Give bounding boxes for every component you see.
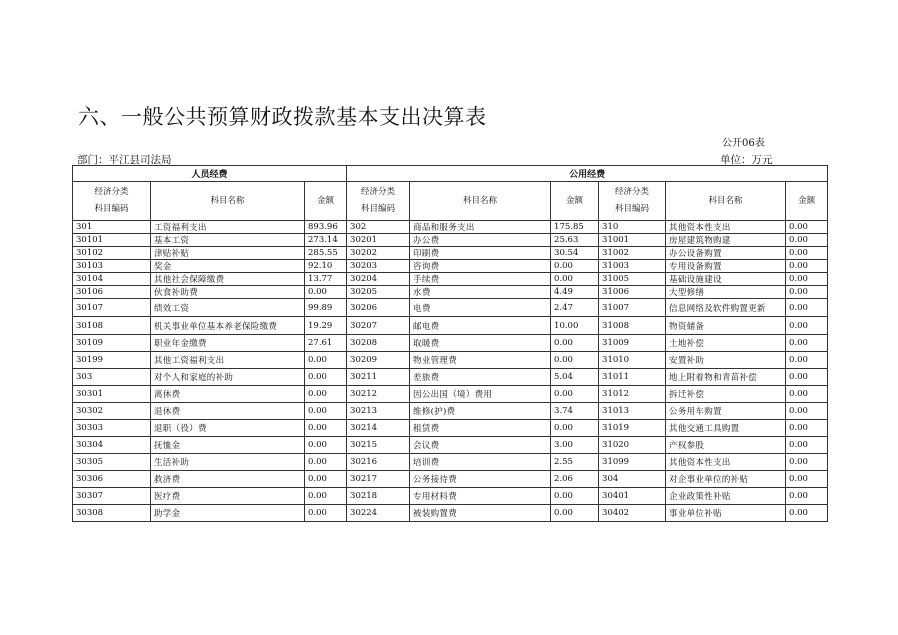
personnel-amount-cell: 285.55 (305, 247, 347, 260)
capital-name-cell: 产权参股 (666, 437, 786, 454)
public-amount-cell: 3.74 (551, 403, 599, 420)
personnel-code-cell: 30199 (73, 352, 151, 369)
capital-amount-cell: 0.00 (786, 403, 828, 420)
public-name-cell: 租赁费 (410, 420, 551, 437)
public-code-cell: 30215 (347, 437, 410, 454)
capital-name-cell: 土地补偿 (666, 335, 786, 352)
capital-name-cell: 企业政策性补贴 (666, 488, 786, 505)
public-code-cell: 30209 (347, 352, 410, 369)
public-code-cell: 30208 (347, 335, 410, 352)
table-row (73, 335, 828, 352)
personnel-code-cell: 30104 (73, 273, 151, 286)
table-row (73, 352, 828, 369)
department-label: 部门：平江县司法局 (77, 154, 172, 166)
public-amount-cell: 5.04 (551, 369, 599, 386)
personnel-name-cell: 机关事业单位基本养老保险缴费 (151, 317, 305, 335)
public-name-cell: 物业管理费 (410, 352, 551, 369)
public-amount-cell: 0.00 (551, 488, 599, 505)
public-amount-cell: 2.06 (551, 471, 599, 488)
public-name-cell: 因公出国（境）费用 (410, 386, 551, 403)
capital-code-cell: 31013 (599, 403, 666, 420)
table-row (73, 420, 828, 437)
public-name-cell: 水费 (410, 286, 551, 299)
public-code-cell: 302 (347, 221, 410, 234)
capital-code-cell: 31007 (599, 299, 666, 317)
table-row (73, 403, 828, 420)
capital-name-cell: 办公设备购置 (666, 247, 786, 260)
capital-code-cell: 30401 (599, 488, 666, 505)
personnel-name-cell: 离休费 (151, 386, 305, 403)
capital-name-cell: 公务用车购置 (666, 403, 786, 420)
public-name-cell: 取暖费 (410, 335, 551, 352)
capital-name-cell: 对企事业单位的补贴 (666, 471, 786, 488)
personnel-amount-cell: 273.14 (305, 234, 347, 247)
personnel-code-cell: 30306 (73, 471, 151, 488)
personnel-code-cell: 30101 (73, 234, 151, 247)
public-code-cell: 30218 (347, 488, 410, 505)
public-code-cell: 30207 (347, 317, 410, 335)
capital-name-cell: 安置补助 (666, 352, 786, 369)
public-amount-cell: 2.55 (551, 454, 599, 471)
public-amount-cell: 3.00 (551, 437, 599, 454)
capital-code-cell: 31008 (599, 317, 666, 335)
amount-header: 金额 (305, 182, 347, 221)
capital-code-cell: 30402 (599, 505, 666, 522)
personnel-name-cell: 奖金 (151, 260, 305, 273)
capital-name-cell: 基础设施建设 (666, 273, 786, 286)
personnel-group-header: 人员经费 (73, 166, 347, 182)
table-row (73, 299, 828, 317)
personnel-amount-cell: 99.89 (305, 299, 347, 317)
public-name-cell: 被装购置费 (410, 505, 551, 522)
public-amount-cell: 0.00 (551, 386, 599, 403)
public-amount-cell: 0.00 (551, 335, 599, 352)
capital-amount-cell: 0.00 (786, 273, 828, 286)
personnel-amount-cell: 0.00 (305, 471, 347, 488)
name-header: 科目名称 (666, 182, 786, 221)
personnel-code-cell: 30303 (73, 420, 151, 437)
personnel-code-cell: 30102 (73, 247, 151, 260)
public-code-cell: 30203 (347, 260, 410, 273)
public-code-cell: 30206 (347, 299, 410, 317)
personnel-amount-cell: 0.00 (305, 369, 347, 386)
code-header: 经济分类 科目编码 (347, 182, 410, 221)
personnel-name-cell: 伙食补助费 (151, 286, 305, 299)
personnel-name-cell: 职业年金缴费 (151, 335, 305, 352)
personnel-name-cell: 绩效工资 (151, 299, 305, 317)
public-amount-cell: 0.00 (551, 352, 599, 369)
personnel-name-cell: 其他工资福利支出 (151, 352, 305, 369)
public-amount-cell: 4.49 (551, 286, 599, 299)
personnel-amount-cell: 0.00 (305, 352, 347, 369)
capital-amount-cell: 0.00 (786, 352, 828, 369)
personnel-name-cell: 退休费 (151, 403, 305, 420)
public-name-cell: 邮电费 (410, 317, 551, 335)
capital-code-cell: 304 (599, 471, 666, 488)
amount-header: 金额 (551, 182, 599, 221)
capital-code-cell: 31011 (599, 369, 666, 386)
capital-name-cell: 大型修缮 (666, 286, 786, 299)
personnel-name-cell: 生活补助 (151, 454, 305, 471)
capital-code-cell: 31002 (599, 247, 666, 260)
public-code-cell: 30211 (347, 369, 410, 386)
personnel-code-cell: 30301 (73, 386, 151, 403)
capital-code-cell: 31099 (599, 454, 666, 471)
personnel-name-cell: 其他社会保障缴费 (151, 273, 305, 286)
name-header: 科目名称 (410, 182, 551, 221)
table-row (73, 234, 828, 247)
capital-amount-cell: 0.00 (786, 454, 828, 471)
public-name-cell: 专用材料费 (410, 488, 551, 505)
capital-name-cell: 其他交通工具购置 (666, 420, 786, 437)
table-row (73, 369, 828, 386)
table-row (73, 386, 828, 403)
capital-amount-cell: 0.00 (786, 386, 828, 403)
budget-table (72, 165, 828, 522)
capital-amount-cell: 0.00 (786, 437, 828, 454)
capital-amount-cell: 0.00 (786, 369, 828, 386)
capital-code-cell: 31019 (599, 420, 666, 437)
table-row (73, 260, 828, 273)
personnel-amount-cell: 0.00 (305, 386, 347, 403)
public-amount-cell: 25.63 (551, 234, 599, 247)
capital-amount-cell: 0.00 (786, 420, 828, 437)
public-name-cell: 会议费 (410, 437, 551, 454)
personnel-amount-cell: 0.00 (305, 286, 347, 299)
personnel-name-cell: 救济费 (151, 471, 305, 488)
personnel-name-cell: 医疗费 (151, 488, 305, 505)
capital-name-cell: 其他资本性支出 (666, 454, 786, 471)
personnel-name-cell: 抚恤金 (151, 437, 305, 454)
public-name-cell: 咨询费 (410, 260, 551, 273)
capital-amount-cell: 0.00 (786, 299, 828, 317)
public-code-cell: 30212 (347, 386, 410, 403)
table-row (73, 221, 828, 234)
capital-name-cell: 事业单位补贴 (666, 505, 786, 522)
personnel-name-cell: 助学金 (151, 505, 305, 522)
capital-code-cell: 31010 (599, 352, 666, 369)
public-code-cell: 30201 (347, 234, 410, 247)
personnel-amount-cell: 92.10 (305, 260, 347, 273)
capital-amount-cell: 0.00 (786, 247, 828, 260)
personnel-amount-cell: 893.96 (305, 221, 347, 234)
table-row (73, 505, 828, 522)
capital-amount-cell: 0.00 (786, 505, 828, 522)
unit-label: 单位：万元 (720, 154, 773, 166)
capital-amount-cell: 0.00 (786, 234, 828, 247)
capital-name-cell: 物资储备 (666, 317, 786, 335)
capital-name-cell: 地上附着物和青苗补偿 (666, 369, 786, 386)
public-amount-cell: 175.85 (551, 221, 599, 234)
capital-amount-cell: 0.00 (786, 286, 828, 299)
table-row (73, 273, 828, 286)
personnel-amount-cell: 19.29 (305, 317, 347, 335)
personnel-name-cell: 基本工资 (151, 234, 305, 247)
capital-amount-cell: 0.00 (786, 335, 828, 352)
personnel-code-cell: 30308 (73, 505, 151, 522)
code-header: 经济分类 科目编码 (73, 182, 151, 221)
personnel-code-cell: 30106 (73, 286, 151, 299)
table-row (73, 317, 828, 335)
capital-amount-cell: 0.00 (786, 317, 828, 335)
public-code-cell: 30224 (347, 505, 410, 522)
capital-code-cell: 31020 (599, 437, 666, 454)
table-row (73, 437, 828, 454)
capital-name-cell: 信息网络及软件购置更新 (666, 299, 786, 317)
capital-name-cell: 拆迁补偿 (666, 386, 786, 403)
personnel-name-cell: 津贴补贴 (151, 247, 305, 260)
capital-code-cell: 31012 (599, 386, 666, 403)
personnel-code-cell: 30304 (73, 437, 151, 454)
form-number: 公开06表 (722, 138, 765, 149)
personnel-code-cell: 303 (73, 369, 151, 386)
personnel-code-cell: 30107 (73, 299, 151, 317)
personnel-code-cell: 30108 (73, 317, 151, 335)
capital-code-cell: 31006 (599, 286, 666, 299)
personnel-code-cell: 30305 (73, 454, 151, 471)
public-amount-cell: 2.47 (551, 299, 599, 317)
amount-header: 金额 (786, 182, 828, 221)
capital-code-cell: 31009 (599, 335, 666, 352)
personnel-amount-cell: 13.77 (305, 273, 347, 286)
public-amount-cell: 0.00 (551, 260, 599, 273)
capital-code-cell: 31001 (599, 234, 666, 247)
public-code-cell: 30204 (347, 273, 410, 286)
personnel-amount-cell: 0.00 (305, 403, 347, 420)
personnel-code-cell: 30109 (73, 335, 151, 352)
table-row (73, 488, 828, 505)
capital-code-cell: 31005 (599, 273, 666, 286)
public-name-cell: 印刷费 (410, 247, 551, 260)
capital-code-cell: 310 (599, 221, 666, 234)
public-code-cell: 30216 (347, 454, 410, 471)
public-code-cell: 30202 (347, 247, 410, 260)
capital-code-cell: 31003 (599, 260, 666, 273)
public-name-cell: 维修(护)费 (410, 403, 551, 420)
capital-name-cell: 专用设备购置 (666, 260, 786, 273)
personnel-amount-cell: 0.00 (305, 505, 347, 522)
personnel-code-cell: 30307 (73, 488, 151, 505)
personnel-name-cell: 对个人和家庭的补助 (151, 369, 305, 386)
capital-name-cell: 房屋建筑物购建 (666, 234, 786, 247)
capital-amount-cell: 0.00 (786, 221, 828, 234)
public-code-cell: 30217 (347, 471, 410, 488)
personnel-code-cell: 301 (73, 221, 151, 234)
personnel-amount-cell: 0.00 (305, 488, 347, 505)
personnel-code-cell: 30302 (73, 403, 151, 420)
capital-amount-cell: 0.00 (786, 471, 828, 488)
public-name-cell: 办公费 (410, 234, 551, 247)
name-header: 科目名称 (151, 182, 305, 221)
capital-amount-cell: 0.00 (786, 488, 828, 505)
table-row (73, 454, 828, 471)
personnel-amount-cell: 0.00 (305, 437, 347, 454)
table-row (73, 247, 828, 260)
public-name-cell: 电费 (410, 299, 551, 317)
public-amount-cell: 30.54 (551, 247, 599, 260)
public-name-cell: 商品和服务支出 (410, 221, 551, 234)
public-code-cell: 30205 (347, 286, 410, 299)
personnel-amount-cell: 27.61 (305, 335, 347, 352)
public-amount-cell: 0.00 (551, 420, 599, 437)
page-title: 六、一般公共预算财政拨款基本支出决算表 (78, 105, 487, 129)
table-row (73, 471, 828, 488)
table-row (73, 286, 828, 299)
personnel-name-cell: 退职（役）费 (151, 420, 305, 437)
personnel-amount-cell: 0.00 (305, 420, 347, 437)
personnel-amount-cell: 0.00 (305, 454, 347, 471)
capital-amount-cell: 0.00 (786, 260, 828, 273)
capital-name-cell: 其他资本性支出 (666, 221, 786, 234)
public-code-cell: 30213 (347, 403, 410, 420)
public-name-cell: 差旅费 (410, 369, 551, 386)
personnel-name-cell: 工资福利支出 (151, 221, 305, 234)
public-name-cell: 公务接待费 (410, 471, 551, 488)
public-name-cell: 培训费 (410, 454, 551, 471)
code-header: 经济分类 科目编码 (599, 182, 666, 221)
public-amount-cell: 10.00 (551, 317, 599, 335)
public-name-cell: 手续费 (410, 273, 551, 286)
public-amount-cell: 0.00 (551, 273, 599, 286)
public-amount-cell: 0.00 (551, 505, 599, 522)
personnel-code-cell: 30103 (73, 260, 151, 273)
public-group-header: 公用经费 (347, 166, 828, 182)
budget-table-body (73, 221, 828, 522)
public-code-cell: 30214 (347, 420, 410, 437)
